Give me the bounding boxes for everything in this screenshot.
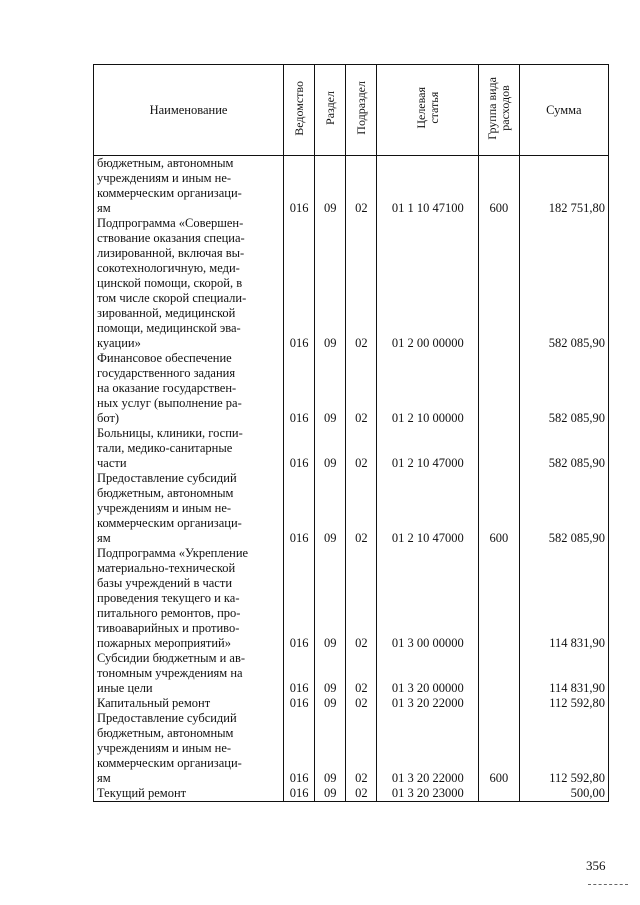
row-name — [94, 711, 284, 786]
vedomstvo-cell: 016 — [284, 711, 315, 786]
celevaya-statya-cell: 01 2 00 00000 — [377, 216, 479, 351]
table-row — [94, 471, 609, 546]
summa-cell: 582 085,90 — [519, 426, 608, 471]
summa-cell: 114 831,90 — [519, 651, 608, 696]
vedomstvo-cell: 016 — [284, 471, 315, 546]
razdel-cell: 09 — [315, 786, 346, 802]
celevaya-statya-cell: 01 2 10 00000 — [377, 351, 479, 426]
celevaya-statya-cell: 01 2 10 47000 — [377, 426, 479, 471]
summa-cell: 182 751,80 — [519, 156, 608, 217]
table-row — [94, 546, 609, 651]
table-row — [94, 786, 609, 802]
row-name-line: Капитальный ремонт — [97, 696, 211, 710]
vedomstvo-cell: 016 — [284, 546, 315, 651]
gruppa-cell — [479, 651, 519, 696]
celevaya-statya-cell: 01 3 20 23000 — [377, 786, 479, 802]
razdel-cell: 09 — [315, 351, 346, 426]
row-name-line: на оказание государствен- — [97, 381, 237, 395]
row-name — [94, 546, 284, 651]
summa-cell: 582 085,90 — [519, 351, 608, 426]
table-row — [94, 156, 609, 217]
row-name — [94, 351, 284, 426]
row-name-line: Предоставление субсидий — [97, 471, 237, 485]
row-name — [94, 471, 284, 546]
razdel-cell: 09 — [315, 216, 346, 351]
row-name-line: ствование оказания специа- — [97, 231, 245, 245]
row-name-line: учреждениям и иным не- — [97, 501, 232, 515]
row-name-line: бюджетным, автономным — [97, 486, 234, 500]
row-name-line: коммерческим организаци- — [97, 516, 242, 530]
table-header-row — [94, 65, 609, 156]
row-name-line: ям — [97, 201, 111, 215]
row-name-line: части — [97, 456, 127, 470]
row-name-line: пожарных мероприятий» — [97, 636, 231, 650]
column-header-razdel: Раздел — [315, 65, 346, 156]
page-number: 356 — [586, 858, 606, 873]
row-name-line: зированной, медицинской — [97, 306, 236, 320]
podrazdel-cell: 02 — [346, 471, 377, 546]
table-row — [94, 711, 609, 786]
column-header-gruppa-vida-rashodov: Группа вида расходов — [479, 65, 519, 156]
celevaya-statya-cell: 01 3 00 00000 — [377, 546, 479, 651]
row-name-line: тономным учреждениям на — [97, 666, 243, 680]
gruppa-cell — [479, 546, 519, 651]
table-row — [94, 651, 609, 696]
row-name-line: ям — [97, 531, 111, 545]
podrazdel-cell: 02 — [346, 426, 377, 471]
row-name-line: Субсидии бюджетным и ав- — [97, 651, 246, 665]
row-name-line: коммерческим организаци- — [97, 756, 242, 770]
row-name-line: Больницы, клиники, госпи- — [97, 426, 243, 440]
celevaya-statya-cell: 01 1 10 47100 — [377, 156, 479, 217]
gruppa-cell — [479, 426, 519, 471]
podrazdel-cell: 02 — [346, 786, 377, 802]
podrazdel-cell: 02 — [346, 711, 377, 786]
row-name — [94, 786, 284, 802]
row-name-line: цинской помощи, скорой, в — [97, 276, 243, 290]
row-name-line: том числе скорой специали- — [97, 291, 247, 305]
row-name-line: Текущий ремонт — [97, 786, 187, 800]
gruppa-cell — [479, 696, 519, 711]
vedomstvo-cell: 016 — [284, 651, 315, 696]
column-header-vedomstvo: Ведомство — [284, 65, 315, 156]
row-name-line: Подпрограмма «Совершен- — [97, 216, 244, 230]
gruppa-cell — [479, 216, 519, 351]
row-name — [94, 426, 284, 471]
vedomstvo-cell: 016 — [284, 216, 315, 351]
row-name-line: Предоставление субсидий — [97, 711, 237, 725]
row-name-line: помощи, медицинской эва- — [97, 321, 241, 335]
podrazdel-cell: 02 — [346, 156, 377, 217]
table-body — [94, 156, 609, 802]
vedomstvo-cell: 016 — [284, 696, 315, 711]
row-name-line: учреждениям и иным не- — [97, 741, 232, 755]
podrazdel-cell: 02 — [346, 351, 377, 426]
razdel-cell: 09 — [315, 426, 346, 471]
summa-cell: 582 085,90 — [519, 471, 608, 546]
podrazdel-cell: 02 — [346, 546, 377, 651]
podrazdel-cell: 02 — [346, 696, 377, 711]
celevaya-statya-cell: 01 2 10 47000 — [377, 471, 479, 546]
vedomstvo-cell: 016 — [284, 156, 315, 217]
row-name-line: ных услуг (выполнение ра- — [97, 396, 242, 410]
gruppa-cell — [479, 786, 519, 802]
row-name-line: бюджетным, автономным — [97, 726, 234, 740]
row-name-line: лизированной, включая вы- — [97, 246, 245, 260]
vedomstvo-cell: 016 — [284, 786, 315, 802]
column-header-celevaya-statya: Целевая статья — [377, 65, 479, 156]
summa-cell: 112 592,80 — [519, 696, 608, 711]
row-name-line: куации» — [97, 336, 141, 350]
podrazdel-cell: 02 — [346, 651, 377, 696]
row-name-line: питального ремонтов, про- — [97, 606, 241, 620]
gruppa-cell — [479, 351, 519, 426]
row-name-line: бюджетным, автономным — [97, 156, 234, 170]
gruppa-cell: 600 — [479, 711, 519, 786]
row-name-line: базы учреждений в части — [97, 576, 233, 590]
row-name-line: проведения текущего и ка- — [97, 591, 240, 605]
row-name-line: государственного задания — [97, 366, 236, 380]
row-name — [94, 216, 284, 351]
vedomstvo-cell: 016 — [284, 351, 315, 426]
row-name-line: коммерческим организаци- — [97, 186, 242, 200]
razdel-cell: 09 — [315, 696, 346, 711]
row-name — [94, 156, 284, 217]
table-row — [94, 216, 609, 351]
row-name-line: Финансовое обеспечение — [97, 351, 232, 365]
gruppa-cell: 600 — [479, 471, 519, 546]
row-name-line: иные цели — [97, 681, 153, 695]
row-name-line: сокотехнологичную, меди- — [97, 261, 240, 275]
celevaya-statya-cell: 01 3 20 22000 — [377, 696, 479, 711]
table-row — [94, 426, 609, 471]
vedomstvo-cell: 016 — [284, 426, 315, 471]
summa-cell: 112 592,80 — [519, 711, 608, 786]
summa-cell: 114 831,90 — [519, 546, 608, 651]
table-row — [94, 696, 609, 711]
razdel-cell: 09 — [315, 471, 346, 546]
summa-cell: 582 085,90 — [519, 216, 608, 351]
table-row — [94, 351, 609, 426]
podrazdel-cell: 02 — [346, 216, 377, 351]
row-name — [94, 651, 284, 696]
column-header-name: Наименование — [94, 65, 284, 156]
razdel-cell: 09 — [315, 711, 346, 786]
celevaya-statya-cell: 01 3 20 22000 — [377, 711, 479, 786]
budget-table — [93, 64, 609, 802]
gruppa-cell: 600 — [479, 156, 519, 217]
footer-rule — [588, 884, 628, 885]
column-header-summa: Сумма — [519, 65, 608, 156]
column-header-podrazdel: Подраздел — [346, 65, 377, 156]
razdel-cell: 09 — [315, 546, 346, 651]
row-name-line: Подпрограмма «Укрепление — [97, 546, 249, 560]
summa-cell: 500,00 — [519, 786, 608, 802]
row-name-line: тали, медико-санитарные — [97, 441, 233, 455]
razdel-cell: 09 — [315, 156, 346, 217]
row-name — [94, 696, 284, 711]
razdel-cell: 09 — [315, 651, 346, 696]
row-name-line: материально-технической — [97, 561, 236, 575]
row-name-line: бот) — [97, 411, 120, 425]
row-name-line: учреждениям и иным не- — [97, 171, 232, 185]
celevaya-statya-cell: 01 3 20 00000 — [377, 651, 479, 696]
row-name-line: тивоаварийных и противо- — [97, 621, 240, 635]
row-name-line: ям — [97, 771, 111, 785]
